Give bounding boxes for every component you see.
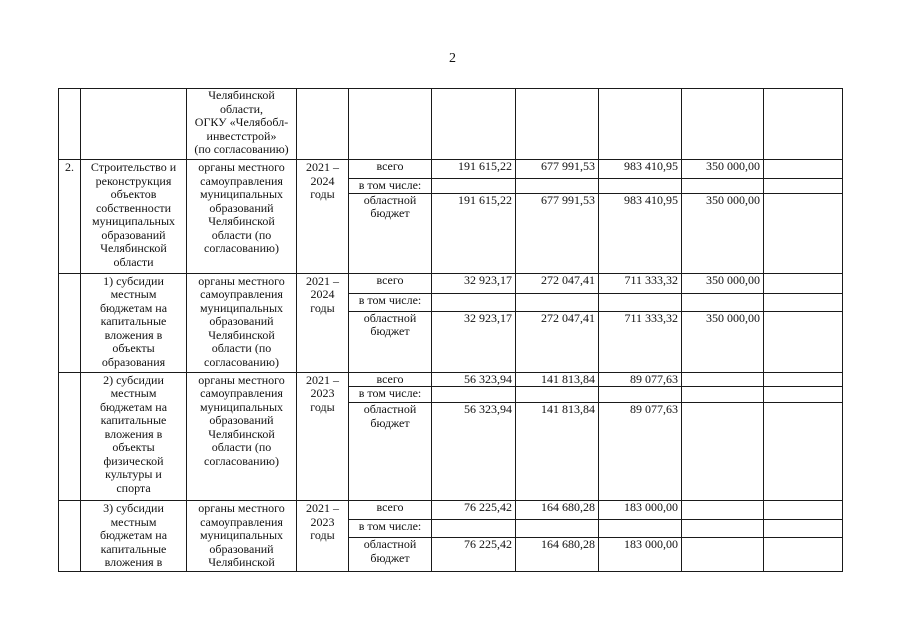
cell-value-total [516,501,599,520]
cell-value-budget [599,311,682,372]
name-line: капитальные [100,541,167,556]
value-budget: 350 000,00 [706,193,760,207]
cell-value-budget [599,193,682,273]
name-line: 1) субсидии [103,273,164,288]
value-total: 272 047,41 [541,273,595,287]
name-line: образования [101,354,166,369]
cell-value-total [516,160,599,179]
value-budget: 89 077,63 [630,402,678,416]
cell-executor [187,160,297,274]
executor-line: муниципальных [199,399,284,414]
executor-line: самоуправления [200,173,283,188]
value-budget: 983 410,95 [624,193,678,207]
value-budget: 711 333,32 [624,311,678,325]
cell-value-budget [764,311,843,372]
name-line: бюджетам на [99,399,168,414]
name-line: местным [110,514,157,529]
name-line: реконструкция [95,173,172,188]
cell-value-total [599,372,682,387]
name-line: культуры и [105,467,162,481]
name-line: местным [110,287,157,301]
cell-value-total [432,160,516,179]
cell-period [297,273,349,372]
name-line: области [113,254,154,269]
cell-empty [516,520,599,538]
name-line: собственности [95,200,172,215]
cell-value-budget [682,538,764,572]
cell-value-total [516,273,599,293]
cell-period [297,372,349,501]
cell-empty [682,520,764,538]
cell-source-including [349,520,432,538]
cell-empty [432,179,516,194]
executor-line: образований [209,200,274,215]
cell-value-budget [432,193,516,273]
cell-value-budget [599,403,682,501]
budget-table [58,88,843,572]
executor-line: образований [209,314,274,328]
value-budget: 164 680,28 [541,537,595,551]
cell-empty [599,293,682,311]
executor-line: инвестстрой» [206,128,277,143]
cell-value-budget [682,193,764,273]
period-line: 2021 – [306,273,339,288]
executor-line: области (по [211,341,272,355]
cell-source-total [349,372,432,387]
value-total: 350 000,00 [706,159,760,173]
cell-empty [432,520,516,538]
cell-source-budget [349,311,432,372]
name-line: капитальные [100,413,167,427]
cell-value-total [764,273,843,293]
period-line: годы [310,399,335,414]
cell-value-budget [516,311,599,372]
period-line: 2024 [310,287,335,301]
name-line: бюджетам на [99,528,168,542]
cell-source-budget [349,538,432,572]
budget-label-line: областной [363,193,417,207]
value-total: 350 000,00 [706,273,760,287]
cell-value-budget [682,403,764,501]
value-budget: 350 000,00 [706,311,760,325]
value-total: 141 813,84 [541,372,595,386]
name-line: образований [101,227,166,242]
cell-num [59,89,81,160]
executor-line: муниципальных [199,528,284,542]
continuation-row [59,89,843,160]
cell-empty [682,179,764,194]
cell-value-budget [432,403,516,501]
executor-line: согласованию) [204,241,279,255]
budget-label-line: бюджет [370,324,410,338]
cell-value [432,89,516,160]
budget-label-line: бюджет [370,206,410,220]
value-total: 76 225,42 [464,500,512,514]
executor-line: образований [209,541,274,556]
including-label: в том числе: [358,386,422,400]
cell-empty [764,520,843,538]
cell-source-including [349,179,432,194]
cell-value-total [516,372,599,387]
cell-period [297,160,349,274]
executor-line: самоуправления [200,386,283,400]
cell-value [516,89,599,160]
period-line: 2023 [310,386,335,400]
cell-empty [682,293,764,311]
executor-line: образований [209,413,274,427]
value-budget: 272 047,41 [541,311,595,325]
cell-num [59,273,81,372]
cell-empty [432,293,516,311]
value-total: 32 923,17 [464,273,512,287]
cell-value-budget [764,403,843,501]
period-line: годы [310,528,335,542]
cell-empty [599,520,682,538]
cell-empty [764,387,843,403]
executor-line: органы местного [198,273,285,288]
value-budget: 56 323,94 [464,402,512,416]
cell-value-total [682,372,764,387]
cell-source-budget [349,403,432,501]
executor-line: Челябинской [208,555,275,569]
cell-empty [764,293,843,311]
budget-label-line: областной [363,311,417,325]
name-line: 2) субсидии [103,372,164,387]
cell-period [297,501,349,572]
total-label: всего [376,159,404,173]
name-line: вложения в [104,327,163,342]
table-row-total [59,372,843,387]
cell-empty [516,387,599,403]
table-row-total [59,160,843,179]
cell-value-total [682,501,764,520]
executor-line: области (по [211,440,272,454]
cell-value [599,89,682,160]
value-budget: 677 991,53 [541,193,595,207]
period-line: 2021 – [306,501,339,515]
budget-label-line: бюджет [370,550,410,565]
name-line: местным [110,386,157,400]
cell-value-budget [516,403,599,501]
executor-line: самоуправления [200,287,283,301]
name-line: капитальные [100,314,167,328]
period-line: годы [310,187,335,201]
cell-source-budget [349,193,432,273]
cell-value-total [682,160,764,179]
executor-line: Челябинской [208,426,275,441]
executor-line: Челябинской [208,88,275,102]
executor-line: органы местного [198,160,285,174]
cell-num [59,501,81,572]
executor-line: органы местного [198,501,285,515]
cell-name [81,501,187,572]
table-body [59,89,843,572]
budget-label-line: областной [363,402,417,416]
cell-empty [516,179,599,194]
budget-label-line: областной [363,537,417,551]
name-line: спорта [116,480,151,495]
cell-source-total [349,160,432,179]
executor-line: согласованию) [204,354,279,369]
cell-num [59,160,81,274]
cell-executor [187,501,297,572]
value-budget: 32 923,17 [464,311,512,325]
executor-line: муниципальных [199,300,284,315]
value-total: 56 323,94 [464,372,512,386]
cell-value [764,89,843,160]
cell-empty [682,387,764,403]
total-label: всего [376,372,404,386]
period-line: 2024 [310,173,335,188]
executor-line: Челябинской [208,327,275,342]
cell-source-total [349,501,432,520]
cell-value-total [432,501,516,520]
value-total: 191 615,22 [458,159,512,173]
cell-value-budget [432,311,516,372]
value-budget: 191 615,22 [458,193,512,207]
cell-value-total [432,372,516,387]
cell-value-budget [516,538,599,572]
cell-value-total [764,372,843,387]
cell-source-total [349,273,432,293]
cell-value-total [682,273,764,293]
including-label: в том числе: [358,178,422,192]
executor-line: (по согласованию) [194,142,289,156]
cell-name [81,89,187,160]
name-line: объекты [112,440,155,454]
cell-value-total [764,160,843,179]
period-line: 2021 – [306,372,339,387]
cell-value-budget [516,193,599,273]
value-budget: 183 000,00 [624,537,678,551]
cell-value-budget [764,193,843,273]
cell-executor [187,89,297,160]
table-row-total [59,273,843,293]
page-number: 2 [449,51,456,66]
cell-source [349,89,432,160]
value-total: 89 077,63 [630,372,678,386]
cell-period [297,89,349,160]
cell-value-budget [764,538,843,572]
cell-executor [187,372,297,501]
cell-num [59,372,81,501]
cell-empty [516,293,599,311]
name-line: Челябинской [100,241,167,255]
name-line: муниципальных [91,214,176,228]
value-total: 711 333,32 [624,273,678,287]
table-row-total [59,501,843,520]
executor-line: муниципальных [199,187,284,201]
cell-value-budget [432,538,516,572]
executor-line: согласованию) [204,453,279,468]
cell-value [682,89,764,160]
cell-empty [599,387,682,403]
cell-value-total [599,501,682,520]
total-label: всего [376,500,404,514]
executor-line: самоуправления [200,514,283,529]
value-total: 183 000,00 [624,500,678,514]
cell-name [81,372,187,501]
value-total: 677 991,53 [541,159,595,173]
cell-value-total [599,273,682,293]
cell-name [81,160,187,274]
name-line: 3) субсидии [103,501,164,515]
executor-line: ОГКУ «Челябобл- [194,115,289,129]
name-line: физической [103,453,164,468]
period-line: 2021 – [306,160,339,174]
cell-value-budget [599,538,682,572]
budget-label-line: бюджет [370,415,410,430]
cell-empty [599,179,682,194]
name-line: вложения в [104,555,163,569]
name-line: вложения в [104,426,163,441]
row-number: 2. [65,160,74,174]
period-line: 2023 [310,514,335,529]
cell-value-budget [682,311,764,372]
value-budget: 141 813,84 [541,402,595,416]
executor-line: области, [219,101,264,116]
value-budget: 76 225,42 [464,537,512,551]
cell-value-total [764,501,843,520]
total-label: всего [376,273,404,287]
executor-line: области (по [211,227,272,242]
cell-value-total [599,160,682,179]
value-total: 164 680,28 [541,500,595,514]
cell-executor [187,273,297,372]
value-total: 983 410,95 [624,159,678,173]
including-label: в том числе: [358,293,422,307]
name-line: Строительство и [90,160,177,174]
name-line: бюджетам на [99,300,168,315]
executor-line: органы местного [198,372,285,387]
cell-value-total [432,273,516,293]
cell-name [81,273,187,372]
name-line: объекты [112,341,155,355]
cell-empty [764,179,843,194]
cell-source-including [349,293,432,311]
name-line: объектов [110,187,157,201]
cell-empty [432,387,516,403]
including-label: в том числе: [358,519,422,533]
executor-line: Челябинской [208,214,275,228]
period-line: годы [310,300,335,315]
cell-source-including [349,387,432,403]
